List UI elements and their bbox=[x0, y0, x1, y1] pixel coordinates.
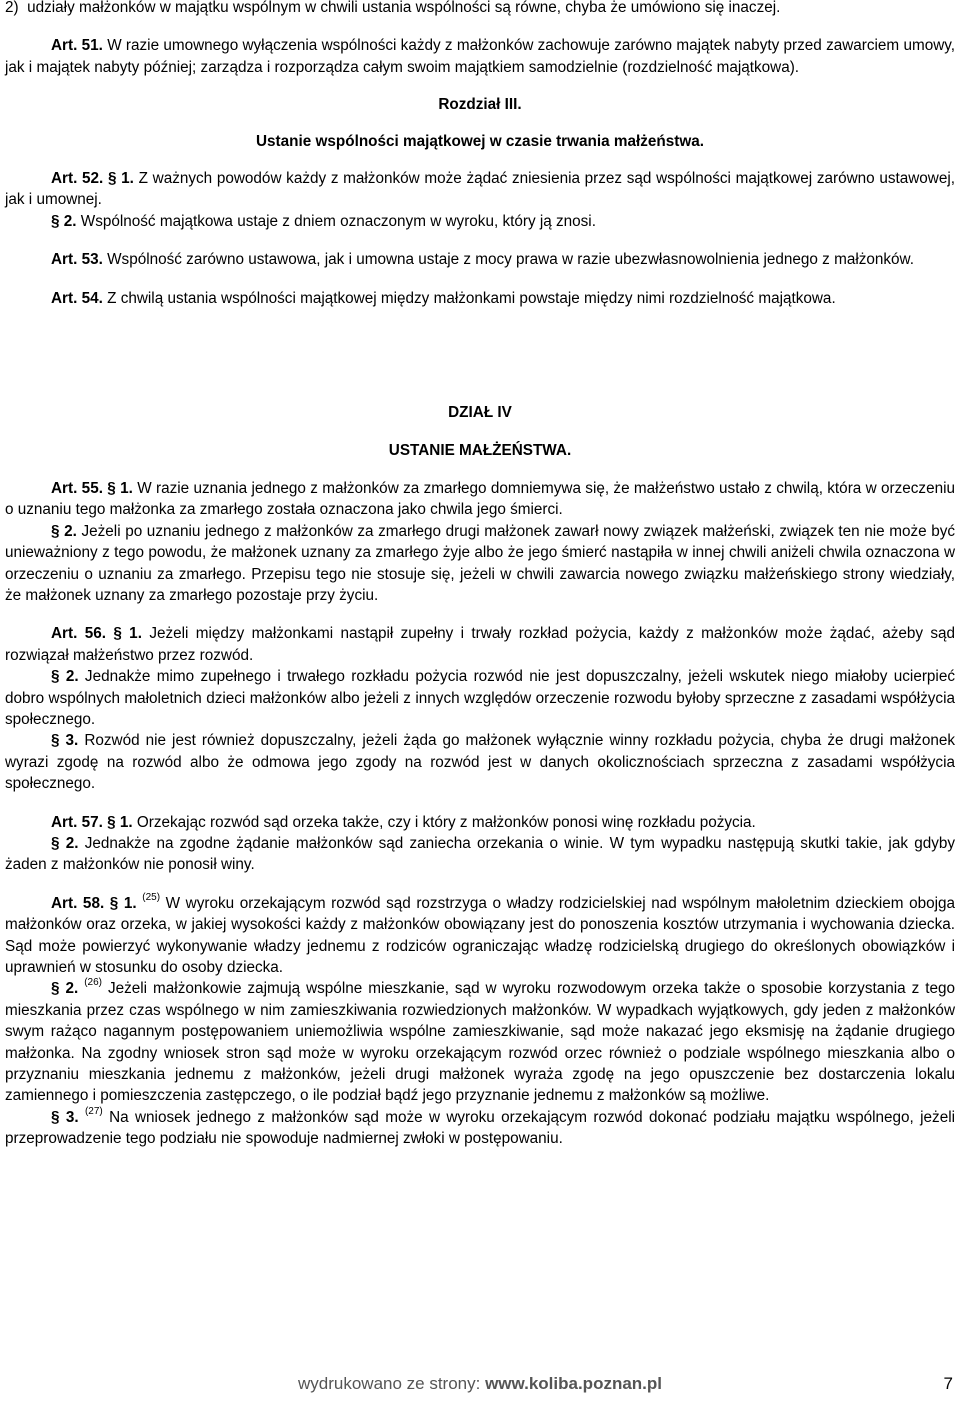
article-54 bbox=[5, 288, 955, 309]
article-56-section-3 bbox=[5, 730, 955, 794]
article-text: W razie umownego wyłączenia wspólności każdy z małżonków zachowuje zarówno majątek nabyty przed zawarciem umowy, jak i majątek nabyty później; zarządza i rozporządza całym swoim majątkiem samodzielnie (rozdzielność majątkowa). bbox=[5, 37, 956, 76]
section-text: Jednakże na zgodne żądanie małżonków sąd zaniecha orzekania o winie. W tym wypadku następują skutki takie, jak gdyby żaden z małżonków nie ponosił winy. bbox=[5, 834, 956, 874]
footnote-ref: (26) bbox=[84, 977, 102, 989]
article-label: Art. 55. bbox=[51, 479, 103, 497]
article-58-section-3 bbox=[5, 1107, 955, 1150]
section-label: § 2. bbox=[51, 668, 79, 686]
footnote-ref: (27) bbox=[84, 1105, 103, 1117]
article-label: Art. 52. bbox=[51, 170, 104, 188]
article-label: Art. 53. bbox=[51, 251, 103, 269]
section-label: § 1. bbox=[107, 170, 134, 188]
footer-link[interactable]: www.koliba.poznan.pl bbox=[485, 1374, 663, 1393]
chapter-label: Rozdział III. bbox=[438, 96, 522, 114]
section-text: Z ważnych powodów każdy z małżonków może żądać zniesienia przez sąd wspólności majątkowej zarówno ustawowej, jak i umownej. bbox=[5, 170, 955, 209]
section-label: § 2. bbox=[51, 522, 77, 540]
article-label: Art. 54. bbox=[51, 289, 103, 307]
article-text: Z chwilą ustania wspólności majątkowej między małżonkami powstaje między nimi rozdzielność majątkowa. bbox=[107, 289, 836, 307]
section-text: W wyroku orzekającym rozwód sąd rozstrzyga o władzy rodzicielskiej nad wspólnym małoletnim dzieckiem obojga małżonków oraz orzeka, w jakiej wysokości każdy z małżonków obowiązany jest do ponoszenia kosztów utrzymania i wychowania dziecka. Sąd może powierzyć wykonywanie władzy jednemu z rodziców ograniczając władzę rodzicielską drugiego do określonych obowiązków i uprawnień w stosunku do osoby dziecka. bbox=[5, 894, 956, 976]
article-label: Art. 57. bbox=[51, 813, 103, 831]
document-page bbox=[5, 0, 955, 1150]
section-text: W razie uznania jednego z małżonków za zmarłego domniemywa się, że małżeństwo ustało z chwilą, która w orzeczeniu o uznaniu tego małżonka za zmarłego została oznaczona jako chwila jego śmierci. bbox=[5, 479, 956, 519]
article-51 bbox=[5, 35, 955, 78]
division-label: DZIAŁ IV bbox=[448, 404, 512, 422]
article-text: Wspólność zarówno ustawowa, jak i umowna ustaje z mocy prawa w razie ubezwłasnowolnienia jednego z małżonków. bbox=[107, 251, 914, 269]
article-55-section-2 bbox=[5, 521, 955, 607]
article-label: Art. 58. bbox=[51, 894, 105, 912]
section-label: § 1. bbox=[109, 894, 137, 912]
section-text: Rozwód nie jest również dopuszczalny, jeżeli żąda go małżonek wyłącznie winny rozkładu pożycia, chyba że drugi małżonek wyrazi zgodę na rozwód albo że odmowa jego zgody na rozwód jest w danych okolicznościach sprzeczna z zasadami współżycia społecznego. bbox=[5, 732, 956, 793]
article-52-section-1 bbox=[5, 168, 955, 211]
section-label: § 3. bbox=[51, 1108, 79, 1126]
list-item-2 bbox=[5, 0, 955, 18]
article-52-section-2 bbox=[5, 211, 955, 232]
section-text: Jeżeli między małżonkami nastąpił zupełny i trwały rozkład pożycia, każdy z małżonków może żądać, ażeby sąd rozwiązał małżeństwo przez rozwód. bbox=[5, 625, 956, 664]
article-58-section-1 bbox=[5, 893, 955, 979]
section-text: Jeżeli małżonkowie zajmują wspólne mieszkanie, sąd w wyroku rozwodowym orzeka także o sposobie korzystania z tego mieszkania przez czas wspólnego w nim zamieszkiwania rozwiedzionych małżonków. W wypadkach wyjątkowych, gdy jeden z małżonków swym rażąco nagannym postępowaniem uniemożliwia wspólne zamieszkiwanie, sąd może nakazać jego eksmisję na żądanie drugiego małżonka. Na zgodny wniosek stron sąd może w wyroku orzekającym rozwód orzec również o podziale wspólnego mieszkania albo o przyznaniu mieszkania jednemu z małżonków, jeżeli drugi małżonek wyraża zgodę na jego opuszczenie bez dostarczenia lokalu zamiennego i pomieszczenia zastępczego, o ile podział bądź jego przyznanie jednemu z małżonków są możliwe. bbox=[5, 980, 956, 1105]
section-label: § 2. bbox=[51, 834, 79, 852]
section-label: § 1. bbox=[113, 625, 142, 643]
list-item-number: 2) bbox=[5, 0, 19, 16]
article-55-section-1 bbox=[5, 478, 955, 521]
article-label: Art. 56. bbox=[51, 625, 106, 643]
section-text: Na wniosek jednego z małżonków sąd może w wyroku orzekającym rozwód dokonać podziału majątku wspólnego, jeżeli przeprowadzenie tego podziału nie spowoduje nadmiernej zwłoki w postępowaniu. bbox=[5, 1108, 955, 1148]
page-number: 7 bbox=[943, 1374, 953, 1393]
section-text: Jednakże mimo zupełnego i trwałego rozkładu pożycia rozwód nie jest dopuszczalny, jeżeli wskutek niego miałoby ucierpieć dobro wspólnych małoletnich dzieci małżonków albo jeżeli z innych względów orzeczenie rozwodu byłoby sprzeczne z zasadami współżycia społecznego. bbox=[5, 668, 955, 728]
chapter-title: Ustanie wspólności majątkowej w czasie trwania małżeństwa. bbox=[255, 132, 705, 150]
article-57-section-1 bbox=[5, 812, 955, 833]
section-text: Orzekając rozwód sąd orzeka także, czy i który z małżonków ponosi winę rozkładu pożycia. bbox=[136, 813, 756, 831]
page-footer bbox=[0, 1374, 960, 1394]
footer-text: wydrukowano ze strony: bbox=[297, 1374, 486, 1393]
section-label: § 1. bbox=[107, 479, 133, 497]
division-title: USTANIE MAŁŻEŃSTWA. bbox=[388, 442, 572, 460]
article-label: Art. 51. bbox=[51, 37, 103, 55]
article-56-section-1 bbox=[5, 623, 955, 666]
article-53 bbox=[5, 249, 955, 270]
list-item-text: udziały małżonków w majątku wspólnym w chwili ustania wspólności są równe, chyba że umówiono się inaczej. bbox=[27, 0, 781, 16]
footnote-ref: (25) bbox=[142, 891, 161, 903]
section-label: § 1. bbox=[107, 813, 133, 831]
article-57-section-2 bbox=[5, 833, 955, 876]
section-text: Wspólność majątkowa ustaje z dniem oznaczonym w wyroku, który ją znosi. bbox=[80, 212, 596, 230]
section-label: § 3. bbox=[51, 732, 79, 750]
section-label: § 2. bbox=[51, 980, 79, 998]
section-label: § 2. bbox=[51, 212, 77, 230]
article-56-section-2 bbox=[5, 666, 955, 730]
section-text: Jeżeli po uznaniu jednego z małżonków za zmarłego drugi małżonek zawarł nowy związek małżeński, związek ten nie może być unieważniony z tego powodu, że małżonek uznany za zmarłego żyje albo że jego śmierć nastąpiła w innej chwili aniżeli chwila oznaczona w orzeczeniu o uznaniu za zmarłego. Przepisu tego nie stosuje się, jeżeli w chwili zawarcia nowego związku małżeńskiego strony wiedziały, że małżonek uznany za zmarłego pozostaje przy życiu. bbox=[5, 522, 956, 604]
article-58-section-2 bbox=[5, 978, 955, 1106]
